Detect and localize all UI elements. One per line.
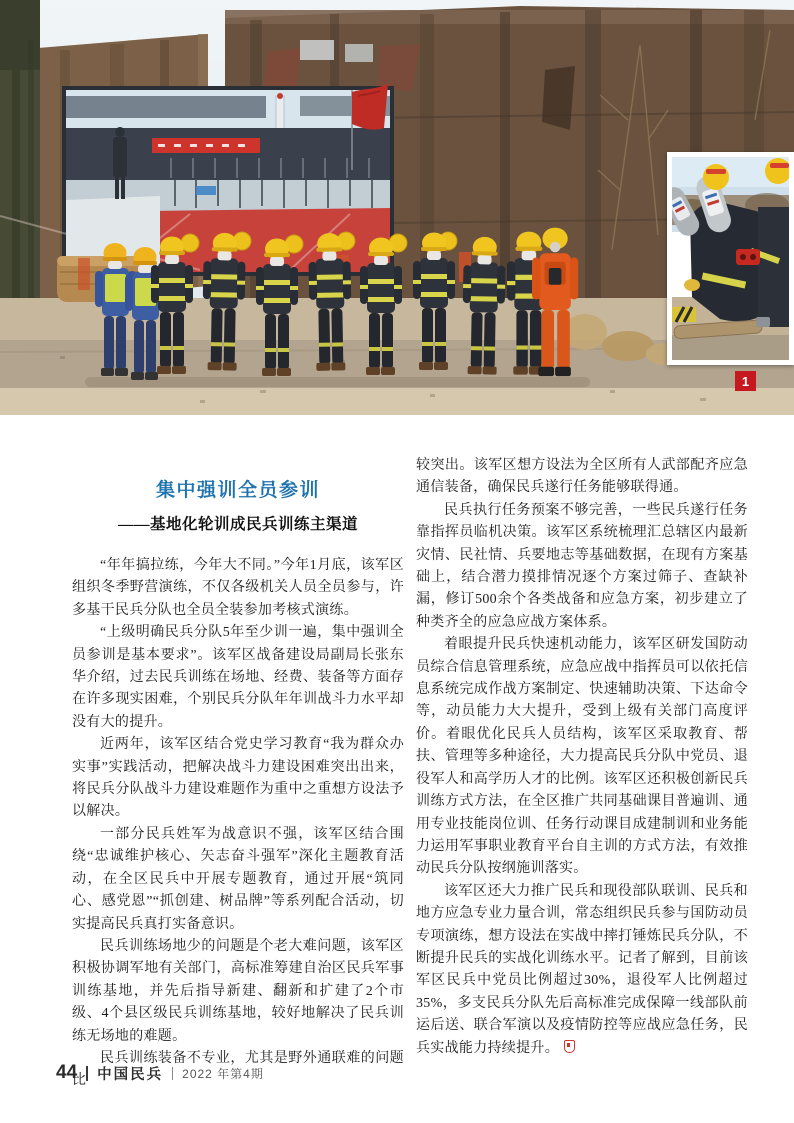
article-paragraph: “年年搞拉练，今年大不同。”今年1月底，该军区组织冬季野营演练，不仅各级机关人员全员参与，许多基干民兵分队也全员全装参加考核式演练。 bbox=[72, 558, 404, 618]
article-paragraph: 着眼提升民兵快速机动能力，该军区研发国防动员综合信息管理系统，应急应战中指挥员可以依托信息系统完成作战方案制定、快速辅助决策、下达命令等，动员能力大大提升，受到上级有关部门高度评价。着眼优化民兵人员结构，该军区采取教育、帮扶、管理等多种途径，大力提高民兵分队中党员、退役军人和高学历人才的比例。该军区还积极创新民兵训练方式方法，在全区推广共同基础课目普遍训、通用专业技能岗位训、任务行动课目成建制训和业务能力运用军事职业教育平台自主训的方式方法，有效推动民兵分队按纲施训落实。 bbox=[416, 637, 748, 877]
photo-index-badge bbox=[735, 371, 756, 391]
article-paragraph: 民兵训练场地少的问题是个老大难问题，该军区积极协调军地有关部门，高标准筹建自治区民兵军事训练基地，并先后指导新建、翻新和扩建了2个市级、4个县区级民兵训练基地，较好地解决了民兵训练无场地的难题。 bbox=[72, 938, 404, 1044]
article-subtitle: ——基地化轮训成民兵训练主渠道 bbox=[117, 516, 358, 533]
article-paragraph: 民兵执行任务预案不够完善，一些民兵遂行任务靠指挥员临机决策。该军区系统梳理汇总辖区内最新灾情、民社情、兵要地志等基础数据，在现有方案基础上，结合潜力摸排情况逐个方案过筛子、查缺补漏，修订500余个各类战备和应急方案，初步建立了种类齐全的应急应战方案体系。 bbox=[416, 502, 748, 630]
page-number: 44 bbox=[56, 1062, 78, 1083]
article-paragraph: 民兵训练装备不专业，尤其是野外通联难的问题比 bbox=[72, 1050, 404, 1089]
article-paragraph: 较突出。该军区想方设法为全区所有人武部配齐应急通信装备，确保民兵遂行任务能够联得通。 bbox=[416, 458, 748, 496]
article-end-icon bbox=[564, 1040, 575, 1053]
article-body bbox=[72, 415, 748, 1093]
article-paragraph: “上级明确民兵分队5年至少训一遍，集中强训全员参训是基本要求”。该军区战备建设局副局长张东华介绍，过去民兵训练在场地、经费、装备等方面存在许多现实困难，个别民兵分队年年训战斗力水平却没有大的提升。 bbox=[72, 625, 404, 730]
inset-photo bbox=[667, 152, 794, 365]
article-paragraph: 该军区还大力推广民兵和现役部队联训、民兵和地方应急专业力量合训，常态组织民兵参与国防动员专项演练，想方设法在实战中摔打锤炼民兵分队，不断提升民兵的实战化训练水平。记者了解到，目前该军区民兵中党员比例超过30%，退役军人比例超过35%，多支民兵分队先后高标准完成保障一线部队前运后送、联合军演以及疫情防控等应战应急任务，民兵实战能力持续提升。 bbox=[416, 883, 748, 1056]
column-left bbox=[72, 455, 404, 1093]
footer-divider bbox=[86, 1066, 88, 1081]
column-right bbox=[416, 455, 748, 1093]
article-title: 集中强训全员参训 bbox=[155, 480, 320, 501]
article-paragraph: 一部分民兵姓军为战意识不强，该军区结合围绕“忠诚维护核心、矢志奋斗强军”深化主题教育活动，在全区民兵中开展专题教育，通过开展“筑同心、感党恩”“抓创建、树品牌”等系列配合活动，切实提高民兵真打实备意识。 bbox=[72, 826, 404, 932]
article-paragraph: 近两年，该军区结合党史学习教育“我为群众办实事”实践活动，把解决战斗力建设困难突出出来，将民兵分队战斗力建设难题作为重中之重想方设法予以解决。 bbox=[72, 737, 404, 820]
left-paragraphs bbox=[72, 555, 404, 1093]
issue-label: 2022 年第4期 bbox=[182, 1066, 264, 1081]
footer-divider-2 bbox=[172, 1067, 173, 1080]
magazine-name: 中国民兵 bbox=[97, 1066, 164, 1083]
page-footer bbox=[56, 1062, 264, 1084]
photo-index-number: 1 bbox=[741, 373, 750, 389]
